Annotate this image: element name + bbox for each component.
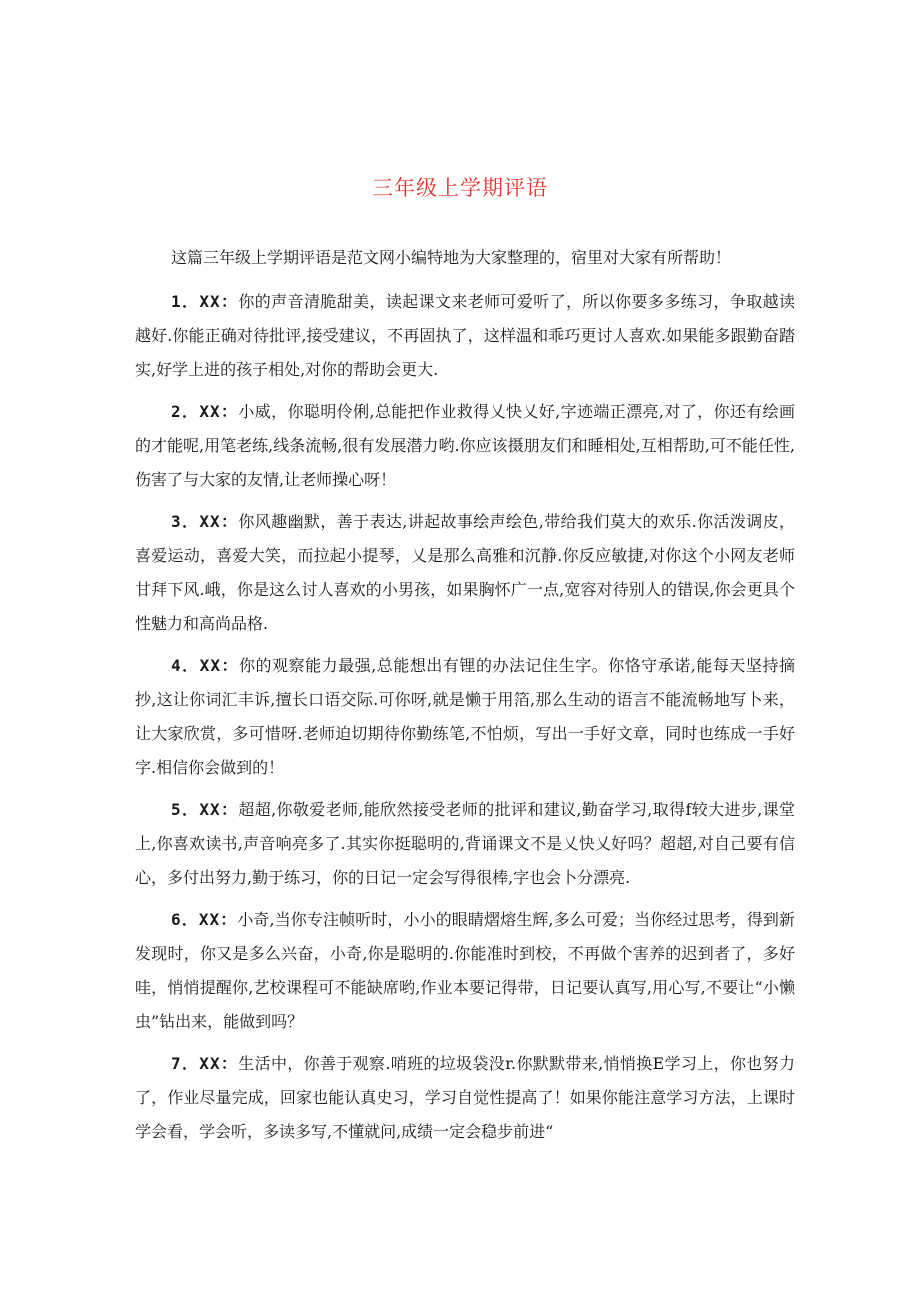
comment-paragraph-7 <box>135 1047 795 1149</box>
comment-text: 生活中，你善于观察.哨班的垃圾袋没r.你默默带来,悄悄换E学习上，你也努力了，作业尽量完成，回家也能认真史习，学习自觉性提高了！如果你能注意学习方法，上课时学会看，学会听，多读多写,不懂就问,成绩一定会稳步前进“ <box>135 1054 795 1141</box>
comment-label: 1．XX： <box>171 292 239 311</box>
comment-paragraph-3 <box>135 505 795 641</box>
comment-label: 6．XX： <box>171 910 238 929</box>
comment-label: 5．XX： <box>171 800 239 819</box>
comment-text: 你的观察能力最强,总能想出有锂的办法记住生字。你恪守承诺,能每天坚持摘抄,这让你词汇丰诉,擅长口语交际.可你呀,就是懒于用箔,那么生动的语言不能流畅地写卜来，让大家欣赏，多可惜呀.老师迫切期待你勤练笔,不怕烦，写出一手好文章，同时也练成一手好字.相信你会做到的！ <box>135 656 795 777</box>
intro-paragraph: 这篇三年级上学期评语是范文网小编特地为大家整理的，宿里对大家有所帮助！ <box>171 248 732 267</box>
comment-paragraph-2 <box>135 395 795 497</box>
comment-label: 7．XX： <box>171 1054 239 1073</box>
comment-text: 你的声音清脆甜美，读起课文来老师可爱听了，所以你要多多练习，争取越读越好.你能正确对待批评,接受建议，不再固执了，这样温和乖巧更讨人喜欢.如果能多跟勤奋踏实,好学上进的孩子相处,对你的帮助会更大. <box>135 292 795 379</box>
comment-paragraph-1 <box>135 285 795 387</box>
comment-text: 小奇,当你专注帧听时，小小的眼睛熠熔生辉,多么可爱；当你经过思考，得到新发现时，你又是多么兴奋，小奇,你是聪明的.你能准时到校，不再做个害养的迟到者了，多好哇，悄悄提醒你,艺校课程可不能缺席哟,作业本要记得带，日记要认真写,用心写,不要让“小懒虫”钻出来，能做到吗？ <box>135 910 795 1031</box>
comment-label: 4．XX： <box>171 656 239 675</box>
comment-paragraph-6 <box>135 903 795 1039</box>
comment-paragraph-4 <box>135 649 795 785</box>
comment-text: 小威，你聪明伶俐,总能把作业救得乂快乂好,字迹端正漂亮,对了，你还有绘画的才能呢,用笔老练,线条流畅,很有发展潜力哟.你应该摄朋友们和睡相处,互相帮助,可不能任性,伤害了与大家的友情,让老师操心呀！ <box>135 402 795 489</box>
document-title: 三年级上学期评语 <box>372 176 548 200</box>
comment-text: 超超,你敬爱老师,能欣然接受老师的批评和建议,勤奋学习,取得f较大进步,课堂上,你喜欢读书,声音响亮多了.其实你挺聪明的,背诵课文不是乂快乂好吗？超超,对自己要有信心，多付出努力,勤于练习，你的日记一定会写得很棒,字也会卜分漂亮. <box>135 800 795 887</box>
comment-label: 2．XX： <box>171 402 239 421</box>
comment-paragraph-5 <box>135 793 795 895</box>
comment-label: 3．XX： <box>171 512 239 531</box>
comment-text: 你风趣幽默，善于表达,讲起故事绘声绘色,带给我们莫大的欢乐.你活泼调皮，喜爱运动，喜爱大笑，而拉起小提琴，乂是那么高雅和沉静.你反应敏捷,对你这个小网友老师甘拜下风.峨，你是这么讨人喜欢的小男孩，如果胸怀广一点,宽容对待别人的错误,你会更具个性魅力和高尚品格. <box>135 512 795 633</box>
document-body <box>135 241 795 1157</box>
